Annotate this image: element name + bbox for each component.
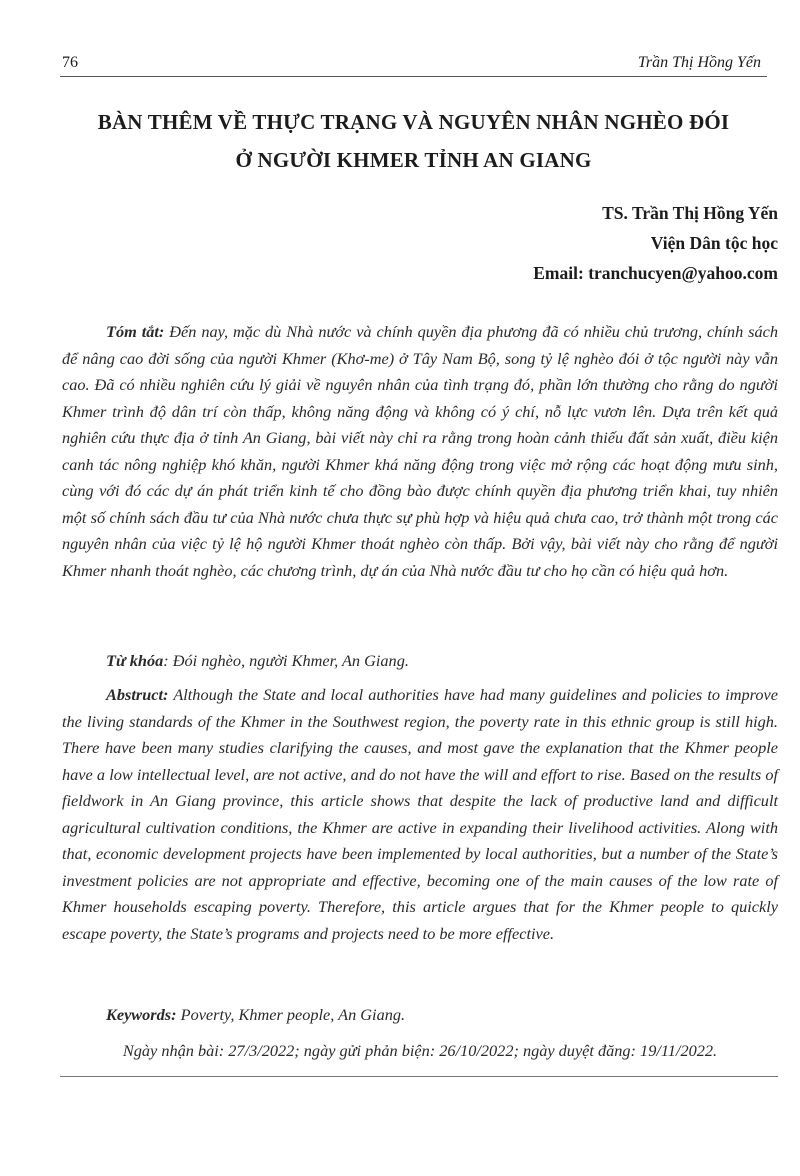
summary-text: Đến nay, mặc dù Nhà nước và chính quyền địa phương đã có nhiều chủ trương, chính sách để nâng cao đời sống của người Khmer (Khơ-me) ở Tây Nam Bộ, song tỷ lệ nghèo đói ở tộc người này vẫn cao. Đã có nhiều nghiên cứu lý giải về nguyên nhân của tình trạng đó, phần lớn thường cho rằng do người Khmer trình độ dân trí còn thấp, không năng động và không có ý chí, nỗ lực vươn lên. Dựa trên kết quả nghiên cứu thực địa ở tỉnh An Giang, bài viết này chỉ ra rằng trong hoàn cảnh thiếu đất sản xuất, điều kiện canh tác nông nghiệp khó khăn, người Khmer khá năng động trong việc mở rộng các hoạt động mưu sinh, cùng với đó các dự án phát triển kinh tế cho đồng bào được chính quyền địa phương triển khai, tuy nhiên một số chính sách đầu tư của Nhà nước chưa thực sự phù hợp và hiệu quả chưa cao, trở thành một trong các nguyên nhân của việc tỷ lệ hộ người Khmer thoát nghèo còn thấp. Bởi vậy, bài viết này cho rằng để người Khmer nhanh thoát nghèo, các chương trình, dự án của Nhà nước đầu tư cho họ cần có hiệu quả hơn. — [62, 322, 778, 580]
footer-divider — [60, 1076, 778, 1077]
submission-dates: Ngày nhận bài: 27/3/2022; ngày gửi phản biện: 26/10/2022; ngày duyệt đăng: 19/11/2022. — [122, 1041, 718, 1060]
abstract-label: Abstruct: — [106, 685, 169, 704]
vn-keywords-label: Từ khóa — [106, 651, 164, 670]
author-affiliation: Viện Dân tộc học — [650, 233, 778, 253]
en-keywords-text: Poverty, Khmer people, An Giang. — [180, 1005, 406, 1024]
title-line-2: Ở NGƯỜI KHMER TỈNH AN GIANG — [235, 148, 592, 172]
author-email-line — [533, 258, 778, 288]
en-keywords-label: Keywords: — [106, 1005, 177, 1024]
article-title — [60, 103, 767, 179]
title-line-1: BÀN THÊM VỀ THỰC TRẠNG VÀ NGUYÊN NHÂN NGHÈO ĐÓI — [97, 110, 730, 134]
vn-keywords-text: : Đói nghèo, người Khmer, An Giang. — [163, 651, 409, 670]
english-abstract — [62, 682, 778, 947]
english-keywords — [62, 1002, 778, 1029]
abstract-text: Although the State and local authorities have had many guidelines and policies to improve the living standards of the Khmer in the Southwest region, the poverty rate in this ethnic group is still high. There have been many studies clarifying the causes, and most gave the explanation that the Khmer people have a low intellectual level, are not active, and do not have the will and effort to rise. Based on the results of fieldwork in An Giang province, this article shows that despite the lack of productive land and difficult agricultural cultivation conditions, the Khmer are active in expanding their livelihood activities. Along with that, economic development projects have been implemented by local authorities, but a number of the State’s investment policies are not appropriate and effective, becoming one of the main causes of the low rate of Khmer households escaping poverty. Therefore, this article argues that for the Khmer people to quickly escape poverty, the State’s programs and projects need to be more effective. — [62, 685, 778, 943]
author-block — [533, 198, 778, 288]
page-number: 76 — [62, 54, 78, 71]
vietnamese-summary — [62, 319, 778, 584]
page-header — [60, 50, 767, 77]
summary-label: Tóm tắt: — [106, 322, 165, 341]
author-name: TS. Trần Thị Hồng Yến — [602, 203, 778, 223]
author-email: tranchucyen@yahoo.com — [588, 263, 778, 283]
running-head-author: Trần Thị Hồng Yến — [637, 54, 761, 71]
email-label: Email: — [533, 263, 584, 283]
vietnamese-keywords — [62, 648, 778, 675]
